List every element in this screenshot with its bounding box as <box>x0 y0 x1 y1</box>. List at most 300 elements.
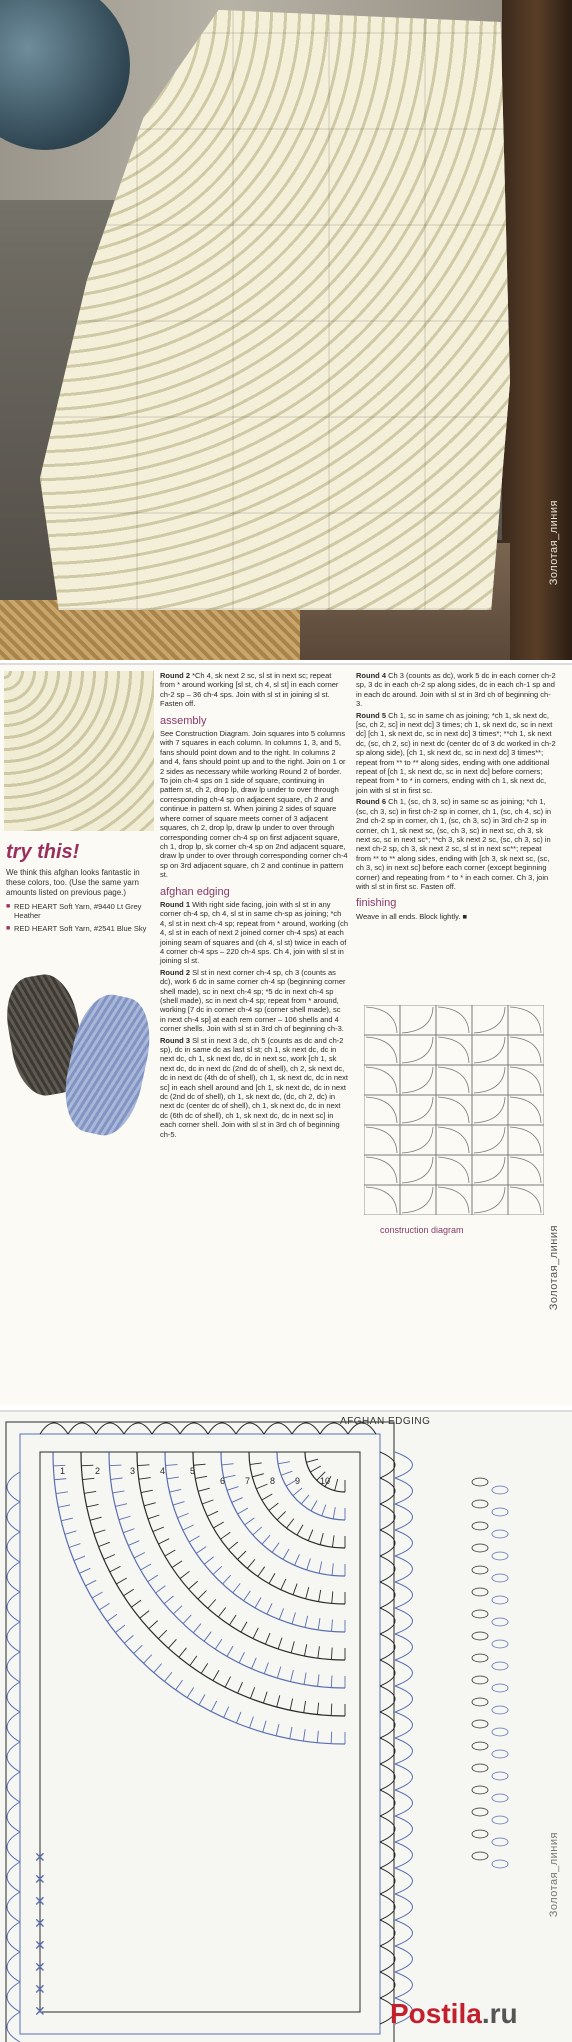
chart-shell <box>395 1530 413 1556</box>
chart-stitch <box>262 1494 272 1500</box>
chart-stitch <box>310 1466 320 1472</box>
chart-shell <box>7 1562 20 1592</box>
chart-stitch <box>229 1542 238 1550</box>
chart-stitch <box>164 1596 173 1604</box>
chart-stitch <box>201 1663 208 1673</box>
diagram-square <box>508 1125 544 1155</box>
chart-stitch <box>252 1658 257 1669</box>
chart-stitch <box>113 1491 125 1493</box>
chart-chain <box>492 1794 508 1802</box>
chart-shell <box>395 1504 413 1530</box>
chart-stitch <box>204 1557 213 1564</box>
chart-shell <box>380 1556 395 1582</box>
chart-chain <box>492 1684 508 1692</box>
diagram-square <box>436 1035 472 1065</box>
edging-round-1: Round 1 With right side facing, join with sl st in any corner ch-4 sp, ch 4, sl st in same ch-sp as joining; *ch 4, sl st in next ch-4 sp; repeat from * around, working (ch 4, sl st in each of next 2 joined corner ch-4 sps) at each joining seam of squares and (ch 4, sl st) twice in each of 4 corner ch-4 sps – 220 ch-4 sps. Ch 4, join with sl st in joining sl st. <box>160 899 349 966</box>
diagram-fan-arc <box>438 1037 469 1063</box>
chart-stitch <box>213 1566 222 1574</box>
chart-stitch <box>291 1670 294 1682</box>
diagram-fan-arc <box>474 1037 505 1063</box>
chart-stitch <box>304 1701 306 1713</box>
chart-stitch <box>189 1581 198 1589</box>
chart-shell <box>40 1423 68 1434</box>
chart-stitch <box>262 1535 270 1544</box>
diagram-square <box>364 1155 400 1185</box>
chart-stitch <box>207 1511 218 1516</box>
diagram-square <box>472 1185 508 1215</box>
afghan-thumbnail <box>4 671 154 831</box>
chart-stitch <box>176 1680 183 1690</box>
diagram-fan-arc <box>402 1157 433 1183</box>
diagram-square <box>400 1095 436 1125</box>
diagram-fan-arc <box>366 1127 397 1153</box>
chart-stitch <box>94 1530 105 1534</box>
chart-chain <box>492 1750 508 1758</box>
chart-shell <box>7 1712 20 1742</box>
chart-stitch <box>245 1518 255 1525</box>
chart-stitch <box>81 1465 93 1466</box>
chart-shell <box>180 1423 208 1434</box>
diagram-square <box>508 1005 544 1035</box>
chart-row-number: 7 <box>245 1476 251 1486</box>
chart-stitch <box>223 1575 231 1584</box>
chart-stitch <box>166 1465 178 1466</box>
chart-row-number: 2 <box>95 1466 101 1476</box>
chart-chain <box>472 1500 488 1508</box>
chart-stitch <box>183 1525 194 1530</box>
chart-stitch <box>115 1504 127 1507</box>
edging-round-5: Round 5 Ch 1, sc in same ch as joining; *ch 1, sk next dc, [sc, ch 2, sc] in next dc] 3 times; ch 1, sk next dc, sc in next dc] [ch 1, sk next dc, sc in next dc] 3 times*; **ch 1, sk next dc, (sc, ch 2, sc) in next dc (center dc of 3 dc worked in ch-2 sp along side), [ch 1, sk next dc, sc in next dc] 3 times**; repeat from ** to ** along sides, ending with one additional repeat of [ch 1, sk next dc, sc in next dc] before corners; repeat from * to * in corners, ending with ch 1, sk next dc, join with sl st in first sc. <box>356 710 556 795</box>
chart-stitch <box>236 1712 240 1723</box>
chart-shell <box>380 1842 395 1868</box>
chart-stitch <box>116 1578 126 1584</box>
chart-shell <box>395 1790 413 1816</box>
chart-shell <box>7 1502 20 1532</box>
chart-stitch <box>189 1536 199 1542</box>
chart-stitch <box>222 1464 234 1465</box>
instructions-column-2 <box>356 671 556 923</box>
chart-shell <box>152 1423 180 1434</box>
chart-stitch <box>295 1554 300 1565</box>
chart-stitch <box>213 1670 219 1680</box>
chart-row-number: 6 <box>220 1476 226 1486</box>
chart-stitch <box>213 1522 223 1528</box>
try-this-box <box>6 841 156 933</box>
chart-stitch <box>134 1553 145 1558</box>
chart-stitch <box>331 1704 332 1716</box>
diagram-square <box>400 1035 436 1065</box>
chart-stitch <box>196 1547 206 1554</box>
chart-stitch <box>269 1503 279 1510</box>
chart-shell <box>292 1423 320 1434</box>
diagram-square <box>508 1065 544 1095</box>
chart-stitch <box>87 1504 99 1506</box>
diagram-fan-arc <box>438 1127 469 1153</box>
chart-stitch <box>115 1625 124 1632</box>
chart-stitch <box>239 1652 244 1663</box>
chart-stitch <box>250 1687 254 1698</box>
chart-stitch <box>278 1462 290 1464</box>
chart-sc-mark: ✕ <box>34 1960 46 1976</box>
diagram-square <box>364 1125 400 1155</box>
diagram-fan-arc <box>438 1067 469 1093</box>
chart-shell <box>395 1582 413 1608</box>
diagram-square <box>436 1065 472 1095</box>
chart-stitch <box>179 1648 187 1657</box>
postila-logo: Postila.ru <box>390 1998 518 2029</box>
chart-stitch <box>331 1732 332 1744</box>
chart-shell <box>380 1894 395 1920</box>
chart-stitch <box>144 1503 156 1506</box>
edging-round-4: Round 4 Ch 3 (counts as dc), work 5 dc in each corner ch-2 sp, 3 dc in each ch-2 sp along sides, dc in each ch-1 sp and in each dc around. Join with sl st in 3rd ch of beginning ch-3. <box>356 671 556 709</box>
diagram-fan-arc <box>402 1067 433 1093</box>
chart-shell <box>395 1894 413 1920</box>
chart-chain <box>472 1522 488 1530</box>
chart-stitch <box>190 1656 197 1666</box>
chart-chain <box>472 1720 488 1728</box>
chart-shell <box>7 1922 20 1952</box>
chart-shell <box>7 1622 20 1652</box>
chart-stitch <box>224 1707 229 1718</box>
diagram-fan-arc <box>474 1187 505 1213</box>
chart-stitch <box>172 1561 182 1568</box>
chart-stitch <box>131 1600 141 1607</box>
chart-stitch <box>149 1621 158 1629</box>
diagram-square <box>472 1125 508 1155</box>
chart-stitch <box>267 1603 272 1614</box>
try-this-title: try this! <box>6 841 80 863</box>
chart-chain <box>472 1654 488 1662</box>
chart-stitch <box>301 1495 309 1504</box>
assembly-heading: assembly <box>160 714 207 727</box>
diagram-square <box>508 1185 544 1215</box>
chart-stitch <box>322 1505 326 1516</box>
instructions-column-1 <box>160 671 348 1141</box>
chart-stitch <box>269 1573 275 1583</box>
chart-stitch <box>304 1673 306 1685</box>
chart-shell <box>395 1764 413 1790</box>
chart-sc-mark: ✕ <box>34 1894 46 1910</box>
chart-chain <box>472 1588 488 1596</box>
chart-stitch <box>54 1479 66 1480</box>
diagram-square <box>364 1005 400 1035</box>
chart-stitch <box>307 1559 311 1570</box>
chart-stitch <box>305 1616 308 1628</box>
chart-stitch <box>317 1731 318 1743</box>
chart-chain <box>492 1530 508 1538</box>
chart-stitch <box>148 1575 158 1582</box>
chart-stitch <box>333 1507 335 1519</box>
chart-stitch <box>193 1624 201 1633</box>
chart-stitch <box>292 1613 296 1624</box>
diagram-fan-arc <box>510 1127 541 1153</box>
chart-stitch <box>69 1544 80 1548</box>
chart-shell <box>395 1452 413 1478</box>
chart-stitch <box>99 1603 109 1609</box>
chart-stitch <box>232 1498 243 1503</box>
chart-stitch <box>263 1692 267 1703</box>
chart-stitch <box>124 1635 133 1643</box>
chart-shell <box>380 1582 395 1608</box>
chart-chain <box>492 1816 508 1824</box>
diagram-fan-arc <box>438 1157 469 1183</box>
chart-stitch <box>227 1646 233 1656</box>
chart-stitch <box>320 1533 323 1545</box>
assembly-paragraph: See Construction Diagram. Join squares into 5 columns with 7 squares in each column. In columns 1, 3, and 5, fans should point down and to the right. In columns 2 and 4, fans should point up and to the right. Join on 1 or 2 sides as necessary while working Round 2 of border. To join ch-4 sps on 1 side of square, continuing in pattern st, ch 2, drop lp, draw lp under to over through corresponding ch-4 sp on adjacent square, ch 2 and continue in pattern st. When joining 2 sides of square where corner of square meets corner of 3 adjacent squares, ch 2, drop lp, draw lp under to over through corresponding corner ch-4 sp on first adjacent square, ch 1, drop lp, sk corner ch-4 sp on 2nd adjacent square, draw lp under to over through corresponding corner ch-4 sp on 3rd adjacent square, ch 2 and continue in pattern st. <box>160 729 348 880</box>
diagram-fan-arc <box>510 1187 541 1213</box>
chart-stitch <box>308 1530 313 1541</box>
chart-stitch <box>244 1591 251 1601</box>
diagram-fan-arc <box>438 1187 469 1213</box>
chart-shell <box>7 1772 20 1802</box>
chart-shell <box>395 1842 413 1868</box>
chart-stitch <box>225 1677 230 1688</box>
chart-shell <box>380 1764 395 1790</box>
chart-stitch <box>134 1645 143 1653</box>
chart-stitch <box>293 1584 297 1595</box>
chart-stitch <box>123 1529 134 1533</box>
chart-stitch <box>287 1519 294 1529</box>
chart-stitch <box>168 1639 176 1648</box>
afghan-photo <box>0 0 572 660</box>
chart-shell <box>208 1423 236 1434</box>
chart-shell <box>395 1478 413 1504</box>
chart-shell <box>395 1920 413 1946</box>
chart-row-number: 4 <box>160 1466 166 1476</box>
chart-stitch <box>79 1568 90 1573</box>
chart-stitch <box>165 1550 175 1556</box>
chart-chain <box>492 1706 508 1714</box>
chart-chain <box>472 1676 488 1684</box>
diagram-square <box>472 1095 508 1125</box>
diagram-square <box>472 1065 508 1095</box>
chart-stitch <box>85 1580 96 1585</box>
chart-stitch <box>250 1463 262 1465</box>
chart-shell <box>380 1868 395 1894</box>
chart-stitch <box>156 1586 166 1593</box>
chart-stitch <box>104 1554 115 1559</box>
chart-stitch <box>224 1475 236 1477</box>
chart-stitch <box>247 1559 255 1568</box>
chart-stitch <box>277 1667 280 1678</box>
chart-shell <box>7 1592 20 1622</box>
chart-chain <box>472 1764 488 1772</box>
try-this-body: We think this afghan looks fantastic in these colors, too. (Use the same yarn amounts listed on previous page.) <box>6 868 140 897</box>
chart-title: AFGHAN EDGING <box>340 1416 431 1427</box>
chart-stitch <box>319 1590 321 1602</box>
chart-shell <box>7 1802 20 1832</box>
chart-stitch <box>253 1628 258 1639</box>
chart-stitch <box>170 1489 182 1492</box>
diagram-fan-arc <box>474 1007 505 1033</box>
chart-chain <box>492 1618 508 1626</box>
chart-square-border <box>40 1452 360 2012</box>
finishing-heading: finishing <box>356 897 397 910</box>
chart-row-number: 10 <box>320 1476 331 1486</box>
chart-stitch <box>293 1488 302 1496</box>
chart-fan-row <box>109 1452 345 1688</box>
chart-chain <box>492 1640 508 1648</box>
watermark: Золотая_линия <box>548 500 560 586</box>
diagram-fan-arc <box>474 1097 505 1123</box>
chart-stitch <box>128 1541 139 1546</box>
chart-stitch <box>218 1607 225 1617</box>
chart-stitch <box>173 1502 184 1506</box>
chart-stitch <box>148 1515 159 1519</box>
diagram-fan-arc <box>510 1007 541 1033</box>
diagram-fan-arc <box>510 1157 541 1183</box>
diagram-fan-arc <box>510 1067 541 1093</box>
chart-stitch <box>297 1525 303 1535</box>
diagram-square <box>508 1155 544 1185</box>
afghan-edging-heading: afghan edging <box>160 885 230 898</box>
chart-row-number: 1 <box>60 1466 66 1476</box>
chart-shell <box>395 1868 413 1894</box>
diagram-fan-arc <box>474 1157 505 1183</box>
chart-stitch <box>107 1614 117 1621</box>
chart-stitch <box>58 1505 70 1507</box>
diagram-square <box>508 1035 544 1065</box>
chart-stitch <box>306 1459 318 1462</box>
chart-shell <box>7 1472 20 1502</box>
chart-shell <box>380 1504 395 1530</box>
chart-stitch <box>335 1479 338 1491</box>
chart-stitch <box>198 1591 206 1599</box>
chart-chain <box>472 1830 488 1838</box>
chart-stitch <box>264 1662 268 1673</box>
chart-chain <box>492 1728 508 1736</box>
chart-stitch <box>238 1682 243 1693</box>
diagram-square <box>400 1005 436 1035</box>
chart-shell <box>380 1790 395 1816</box>
bookshelf-image <box>502 0 572 660</box>
chart-stitch <box>99 1542 110 1546</box>
chart-chain <box>492 1662 508 1670</box>
chart-stitch <box>215 1639 222 1649</box>
chart-shell <box>380 1608 395 1634</box>
chart-stitch <box>220 1532 230 1539</box>
chart-chain <box>472 1786 488 1794</box>
chart-shell <box>395 1686 413 1712</box>
chart-shell <box>395 1738 413 1764</box>
chart-stitch <box>332 1620 333 1632</box>
chart-stitch <box>256 1484 267 1489</box>
chart-sc-mark: ✕ <box>34 2004 46 2020</box>
chart-stitch <box>331 1648 332 1660</box>
chart-stitch <box>290 1727 292 1739</box>
chart-stitch <box>281 1471 292 1475</box>
chart-shell <box>7 1682 20 1712</box>
chart-stitch <box>173 1606 182 1614</box>
chart-shell <box>395 1634 413 1660</box>
chart-shell <box>7 1982 20 2012</box>
chart-stitch <box>202 1500 213 1504</box>
chart-sc-mark: ✕ <box>34 1872 46 1888</box>
chart-stitch <box>233 1583 240 1592</box>
chart-chain <box>472 1478 488 1486</box>
pattern-page <box>0 663 572 1405</box>
chart-stitch <box>332 1563 333 1575</box>
diagram-fan-arc <box>402 1037 433 1063</box>
diagram-fan-arc <box>366 1157 397 1183</box>
chart-stitch <box>331 1676 332 1688</box>
chart-stitch <box>65 1531 77 1534</box>
diagram-fan-arc <box>402 1187 433 1213</box>
diagram-fan-arc <box>510 1037 541 1063</box>
watermark: Золотая_линия <box>548 1832 560 1918</box>
diagram-square <box>472 1005 508 1035</box>
diagram-fan-arc <box>438 1007 469 1033</box>
chart-shell <box>96 1423 124 1434</box>
chart-row-number: 8 <box>270 1476 276 1486</box>
chart-stitch <box>238 1508 248 1514</box>
chart-row-number: 5 <box>190 1466 196 1476</box>
chart-chain <box>472 1742 488 1750</box>
diagram-square <box>364 1095 400 1125</box>
chart-stitch <box>319 1562 321 1574</box>
chart-stitch <box>332 1591 333 1603</box>
chart-stitch <box>177 1513 188 1517</box>
chart-shell <box>380 1972 395 1998</box>
round-2-paragraph: Round 2 *Ch 4, sk next 2 sc, sl st in next sc; repeat from * around working [sl st, ch 4, sl st] in each corner ch-2 sp – 36 ch-4 sps. Join with sl st in joining sl st. Fasten off. <box>160 671 339 709</box>
chart-stitch <box>158 1630 166 1638</box>
chart-stitch <box>291 1641 294 1653</box>
chart-stitch <box>227 1487 238 1491</box>
chart-stitch <box>311 1500 317 1510</box>
yarn-option: ■ RED HEART Soft Yarn, #2541 Blue Sky <box>6 924 156 933</box>
chart-shell <box>7 1952 20 1982</box>
chart-row-number: 9 <box>295 1476 301 1486</box>
chart-stitch <box>277 1695 280 1707</box>
chart-stitch <box>137 1465 149 1466</box>
diagram-square <box>472 1155 508 1185</box>
chart-stitch <box>279 1608 283 1619</box>
yarn-option: ■ RED HEART Soft Yarn, #9440 Lt Grey Heather <box>6 902 156 920</box>
edging-round-6: Round 6 Ch 1, (sc, ch 3, sc) in same sc as joining; *ch 1, (sc, ch 3, sc) in first ch-2 sp in corner, ch 1, (sc, ch 4, sc) in 2nd ch-2 sp in corner, ch 1, (sc, ch 3, sc) in 3rd ch-2 sp in corner, ch 1, sk next sc, (sc, ch 3, sc) in next sc, ch 3, sk next sc, sc in next sc*; **ch 3, sk next 2 sc, (sc, ch 3, sc) in next ch-2 sp, ch 3, sk next 2 sc, sl st in next sc**; repeat from ** to ** along sides, ending with [ch 3, sk next sc, (sc, ch 3, sc) in next sc] before each corner (except beginning corner) and repeating from * to * in each corner. Ch 3, join with sl st in first sc. Fasten off. <box>356 797 552 891</box>
chart-stitch <box>317 1703 318 1715</box>
chart-shell <box>7 1532 20 1562</box>
diagram-fan-arc <box>402 1097 433 1123</box>
chart-stitch <box>109 1465 121 1466</box>
chart-chain <box>472 1808 488 1816</box>
diagram-square <box>364 1185 400 1215</box>
chart-stitch <box>119 1516 130 1519</box>
chart-shell <box>264 1423 292 1434</box>
chart-stitch <box>318 1646 320 1658</box>
diagram-square <box>508 1095 544 1125</box>
chart-shell <box>7 2012 20 2042</box>
chart-row-number: 3 <box>130 1466 136 1476</box>
chart-stitch <box>183 1615 191 1624</box>
chart-stitch <box>211 1701 216 1712</box>
chart-stitch <box>318 1674 319 1686</box>
chart-stitch <box>110 1566 121 1571</box>
chart-edging-row <box>20 1434 380 2034</box>
chart-chain <box>492 1508 508 1516</box>
chart-stitch <box>303 1729 305 1741</box>
diagram-fan-arc <box>510 1097 541 1123</box>
chart-shell <box>7 1892 20 1922</box>
chart-shell <box>395 1608 413 1634</box>
chart-edging-row <box>6 1422 394 2042</box>
diagram-fan-arc <box>438 1097 469 1123</box>
chart-stitch <box>82 1478 94 1479</box>
chart-chain <box>492 1596 508 1604</box>
chart-shell <box>395 1556 413 1582</box>
chart-shell <box>7 1862 20 1892</box>
diagram-square <box>400 1065 436 1095</box>
chart-stitch <box>263 1721 266 1733</box>
